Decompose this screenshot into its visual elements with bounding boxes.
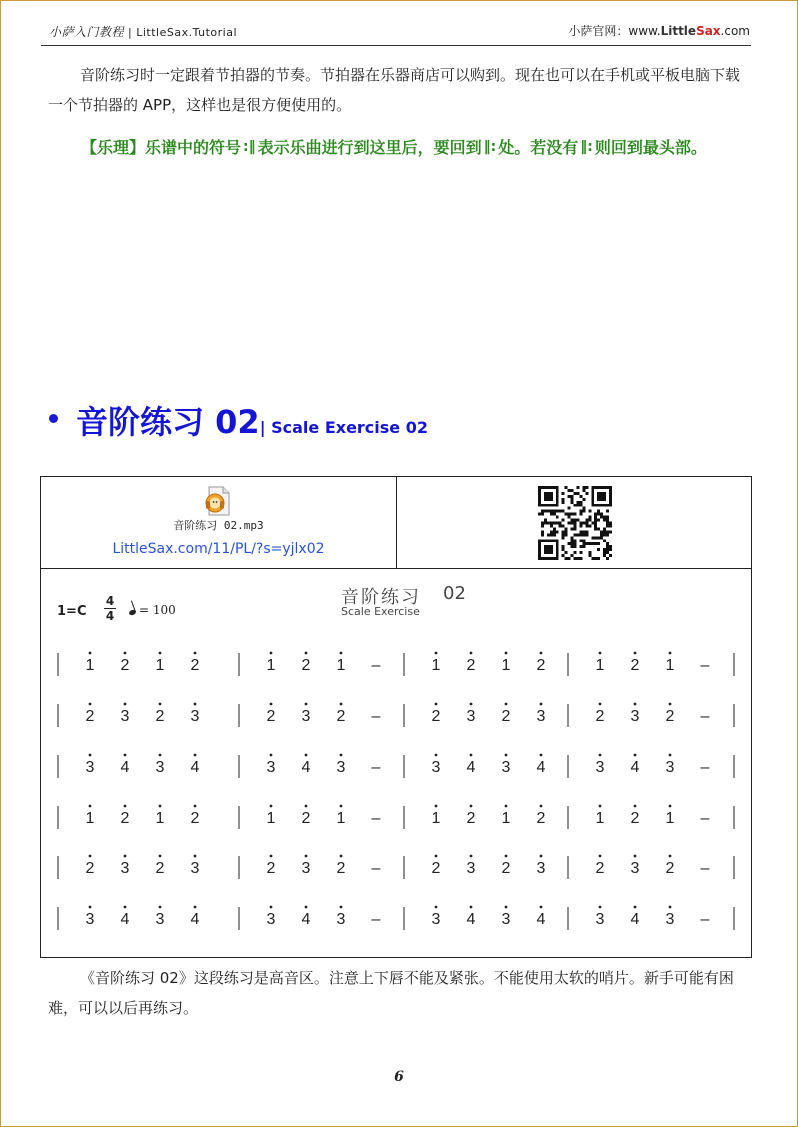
dash-note: – (371, 657, 381, 674)
dash-note: – (700, 911, 710, 928)
jianpu-note: 3 (536, 708, 546, 725)
octave-dot (305, 855, 308, 858)
jianpu-note: 4 (190, 911, 200, 928)
jianpu-note: 2 (155, 708, 165, 725)
jianpu-note: 3 (501, 911, 511, 928)
octave-dot (194, 703, 197, 706)
octave-dot (599, 805, 602, 808)
jianpu-note: 1 (266, 657, 276, 674)
jianpu-note: 3 (630, 860, 640, 877)
octave-dot (124, 652, 127, 655)
octave-dot (634, 652, 637, 655)
jianpu-note: 1 (85, 657, 95, 674)
header-brand-cn: 小萨入门教程 (49, 25, 125, 39)
octave-dot (89, 805, 92, 808)
octave-dot (599, 703, 602, 706)
jianpu-note: 1 (501, 657, 511, 674)
octave-dot (435, 754, 438, 757)
octave-dot (599, 906, 602, 909)
jianpu-note: 4 (120, 759, 130, 776)
jianpu-note: 3 (336, 759, 346, 776)
octave-dot (435, 703, 438, 706)
jianpu-note: 1 (266, 810, 276, 827)
jianpu-note: 3 (501, 759, 511, 776)
octave-dot (194, 805, 197, 808)
jianpu-note: 2 (301, 810, 311, 827)
octave-dot (599, 754, 602, 757)
octave-dot (669, 754, 672, 757)
octave-dot (159, 754, 162, 757)
theory-text-2: 表示乐曲进行到这里后，要回到 (257, 138, 482, 157)
jianpu-note: 2 (431, 860, 441, 877)
octave-dot (124, 805, 127, 808)
octave-dot (194, 855, 197, 858)
jianpu-note: 2 (336, 708, 346, 725)
octave-dot (634, 805, 637, 808)
jianpu-note: 3 (595, 911, 605, 928)
jianpu-note: 1 (431, 657, 441, 674)
jianpu-note: 4 (536, 759, 546, 776)
octave-dot (270, 805, 273, 808)
jianpu-note: 1 (665, 810, 675, 827)
jianpu-note: 3 (665, 759, 675, 776)
octave-dot (159, 652, 162, 655)
octave-dot (340, 703, 343, 706)
jianpu-note: 3 (466, 860, 476, 877)
jianpu-note: 2 (266, 860, 276, 877)
octave-dot (340, 906, 343, 909)
octave-dot (124, 906, 127, 909)
octave-dot (194, 906, 197, 909)
jianpu-note: 4 (120, 911, 130, 928)
jianpu-note: 3 (266, 911, 276, 928)
octave-dot (470, 906, 473, 909)
dash-note: – (371, 759, 381, 776)
jianpu-note: 1 (85, 810, 95, 827)
octave-dot (340, 754, 343, 757)
jianpu-note: 4 (466, 911, 476, 928)
jianpu-note: 2 (466, 657, 476, 674)
header-right[interactable] (568, 22, 750, 39)
octave-dot (634, 754, 637, 757)
section-subtitle: | Scale Exercise 02 (259, 418, 428, 437)
header-www: www. (628, 24, 661, 38)
octave-dot (305, 805, 308, 808)
octave-dot (270, 855, 273, 858)
jianpu-note: 3 (155, 911, 165, 928)
jianpu-note: 4 (301, 911, 311, 928)
octave-dot (470, 652, 473, 655)
jianpu-note: 2 (630, 657, 640, 674)
header-sax: Sax (696, 24, 721, 38)
key-signature: 1=C (57, 604, 87, 619)
theory-text-3: 处。若没有 (498, 138, 579, 157)
octave-dot (470, 805, 473, 808)
octave-dot (540, 754, 543, 757)
jianpu-note: 1 (501, 810, 511, 827)
jianpu-note: 3 (431, 759, 441, 776)
jianpu-note: 3 (155, 759, 165, 776)
jianpu-note: 2 (120, 810, 130, 827)
jianpu-note: 2 (85, 708, 95, 725)
octave-dot (505, 652, 508, 655)
octave-dot (669, 703, 672, 706)
jianpu-note: 3 (665, 911, 675, 928)
theory-text-1: 【乐理】乐谱中的符号 (81, 138, 242, 157)
jianpu-note: 1 (595, 810, 605, 827)
time-signature-bottom: 4 (105, 609, 115, 623)
octave-dot (124, 754, 127, 757)
header-site-label: 小萨官网： (568, 24, 629, 38)
dash-note: – (700, 759, 710, 776)
octave-dot (634, 906, 637, 909)
header-divider (41, 45, 751, 46)
jianpu-note: 2 (630, 810, 640, 827)
jianpu-note: 3 (536, 860, 546, 877)
octave-dot (540, 703, 543, 706)
jianpu-note: 3 (301, 860, 311, 877)
octave-dot (89, 703, 92, 706)
octave-dot (634, 703, 637, 706)
octave-dot (435, 855, 438, 858)
jianpu-note: 3 (190, 860, 200, 877)
octave-dot (305, 703, 308, 706)
jianpu-note: 1 (431, 810, 441, 827)
intro-paragraph: 音阶练习时一定跟着节拍器的节奏。节拍器在乐器商店可以购到。现在也可以在手机或平板电脑下载一个节拍器的 APP，这样也是很方便使用的。 (48, 66, 741, 114)
octave-dot (435, 805, 438, 808)
octave-dot (305, 906, 308, 909)
score-subtitle: Scale Exercise (341, 605, 420, 618)
jianpu-note: 1 (336, 810, 346, 827)
dash-note: – (371, 911, 381, 928)
jianpu-note: 4 (630, 911, 640, 928)
octave-dot (540, 805, 543, 808)
jianpu-note: 3 (120, 860, 130, 877)
tempo-value: = 100 (139, 603, 176, 617)
dash-note: – (700, 810, 710, 827)
start-repeat-symbol: ‖: (483, 139, 497, 155)
octave-dot (669, 805, 672, 808)
jianpu-note: 3 (630, 708, 640, 725)
octave-dot (159, 855, 162, 858)
dash-note: – (700, 657, 710, 674)
score-number: 02 (443, 583, 466, 604)
octave-dot (669, 906, 672, 909)
jianpu-note: 2 (466, 810, 476, 827)
octave-dot (634, 855, 637, 858)
dash-note: – (371, 708, 381, 725)
octave-dot (540, 855, 543, 858)
section-title: 音阶练习 02 (76, 403, 260, 441)
time-signature-top: 4 (105, 594, 115, 608)
octave-dot (194, 754, 197, 757)
jianpu-note: 3 (336, 911, 346, 928)
jianpu-score (41, 477, 751, 957)
exercise-box (40, 476, 752, 958)
octave-dot (470, 703, 473, 706)
jianpu-note: 2 (595, 708, 605, 725)
jianpu-note: 3 (431, 911, 441, 928)
octave-dot (435, 906, 438, 909)
octave-dot (540, 652, 543, 655)
octave-dot (270, 652, 273, 655)
jianpu-note: 4 (536, 911, 546, 928)
jianpu-note: 1 (595, 657, 605, 674)
jianpu-note: 2 (501, 860, 511, 877)
octave-dot (340, 855, 343, 858)
jianpu-note: 2 (431, 708, 441, 725)
octave-dot (89, 906, 92, 909)
octave-dot (470, 754, 473, 757)
jianpu-note: 2 (85, 860, 95, 877)
octave-dot (599, 652, 602, 655)
jianpu-note: 4 (190, 759, 200, 776)
jianpu-note: 1 (336, 657, 346, 674)
body-paragraph: 《音阶练习 02》这段练习是高音区。注意上下唇不能及紧张。不能使用太软的哨片。新手可能有困难，可以以后再练习。 (48, 969, 734, 1017)
jianpu-note: 3 (120, 708, 130, 725)
jianpu-note: 1 (155, 810, 165, 827)
jianpu-note: 3 (85, 759, 95, 776)
jianpu-note: 3 (301, 708, 311, 725)
jianpu-note: 3 (266, 759, 276, 776)
octave-dot (470, 855, 473, 858)
jianpu-note: 1 (155, 657, 165, 674)
jianpu-note: 2 (155, 860, 165, 877)
jianpu-note: 3 (595, 759, 605, 776)
octave-dot (194, 652, 197, 655)
octave-dot (505, 754, 508, 757)
octave-dot (669, 652, 672, 655)
header-little: Little (660, 24, 697, 38)
header-left (49, 23, 237, 40)
octave-dot (435, 652, 438, 655)
header-brand-en: | LittleSax.Tutorial (128, 26, 238, 39)
jianpu-note: 2 (266, 708, 276, 725)
octave-dot (159, 703, 162, 706)
theory-text-4: 则回到最头部。 (594, 138, 707, 157)
jianpu-note: 1 (665, 657, 675, 674)
jianpu-note: 2 (665, 708, 675, 725)
octave-dot (159, 805, 162, 808)
octave-dot (124, 855, 127, 858)
dash-note: – (371, 860, 381, 877)
dash-note: – (700, 708, 710, 725)
jianpu-note: 2 (595, 860, 605, 877)
theory-note (81, 135, 707, 158)
octave-dot (270, 754, 273, 757)
dash-note: – (371, 810, 381, 827)
jianpu-note: 3 (466, 708, 476, 725)
octave-dot (505, 855, 508, 858)
page-number: 6 (394, 1069, 404, 1085)
jianpu-note: 2 (536, 810, 546, 827)
jianpu-note: 4 (301, 759, 311, 776)
octave-dot (340, 805, 343, 808)
octave-dot (159, 906, 162, 909)
octave-dot (305, 652, 308, 655)
jianpu-note: 2 (536, 657, 546, 674)
jianpu-note: 2 (501, 708, 511, 725)
octave-dot (505, 703, 508, 706)
bullet-icon (49, 414, 58, 423)
octave-dot (669, 855, 672, 858)
mp3-filename[interactable]: 音阶练习 02.mp3 (173, 519, 264, 532)
octave-dot (89, 754, 92, 757)
octave-dot (270, 703, 273, 706)
octave-dot (89, 652, 92, 655)
octave-dot (505, 805, 508, 808)
header-com: .com (720, 24, 750, 38)
jianpu-note: 3 (85, 911, 95, 928)
jianpu-note: 2 (301, 657, 311, 674)
octave-dot (270, 906, 273, 909)
end-repeat-symbol: :‖ (243, 139, 256, 155)
octave-dot (340, 652, 343, 655)
start-repeat-symbol-2: ‖: (580, 139, 593, 155)
octave-dot (124, 703, 127, 706)
octave-dot (540, 906, 543, 909)
jianpu-note: 2 (336, 860, 346, 877)
octave-dot (89, 855, 92, 858)
octave-dot (505, 906, 508, 909)
jianpu-note: 3 (190, 708, 200, 725)
jianpu-note: 4 (466, 759, 476, 776)
octave-dot (305, 754, 308, 757)
jianpu-note: 2 (120, 657, 130, 674)
dash-note: – (700, 860, 710, 877)
section-heading (49, 397, 428, 443)
score-title: 音阶练习 (341, 587, 421, 608)
jianpu-note: 4 (630, 759, 640, 776)
octave-dot (599, 855, 602, 858)
jianpu-note: 2 (190, 810, 200, 827)
audio-link[interactable]: LittleSax.com/11/PL/?s=yjlx02 (112, 541, 325, 557)
jianpu-note: 2 (190, 657, 200, 674)
jianpu-note: 2 (665, 860, 675, 877)
